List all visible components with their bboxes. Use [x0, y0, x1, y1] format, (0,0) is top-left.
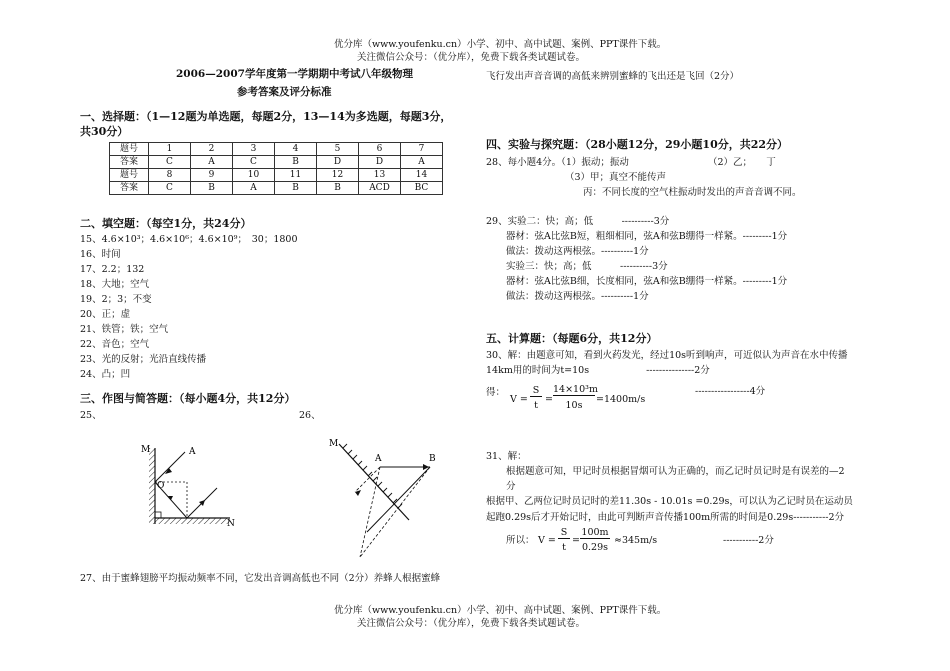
table-cell: 11: [275, 169, 317, 182]
figure-25-reflection-diagram: [135, 440, 245, 530]
table-cell: D: [317, 156, 359, 169]
reflected-ray: [367, 467, 430, 532]
header-line-2: 关注微信公众号：（优分库），免费下载各类试题试卷。: [357, 52, 586, 63]
list-item: 16、时间: [80, 249, 121, 260]
table-cell: A: [191, 156, 233, 169]
table-cell: 13: [359, 169, 401, 182]
table-cell: 10: [233, 169, 275, 182]
table-cell: D: [359, 156, 401, 169]
q31-so: 所以：: [506, 535, 535, 546]
table-cell: 8: [149, 169, 191, 182]
q28-line-2: （2）乙； 丁: [708, 157, 776, 168]
label-N: N: [227, 519, 235, 529]
list-item: 23、光的反射；光沿直线传播: [80, 354, 207, 365]
q30-numerator: 14×10³m: [553, 384, 598, 395]
q30-denominator: 10s: [565, 400, 583, 411]
list-item: 15、4.6×10³；4.6×10⁶；4.6×10⁹； 30；1800: [80, 234, 298, 245]
question-25-label: 25、: [80, 410, 102, 421]
table-cell: 答案: [110, 182, 149, 195]
label-A: A: [189, 447, 196, 457]
table-cell: B: [317, 182, 359, 195]
table-cell: 题号: [110, 169, 149, 182]
section4-heading: 四、实验与探究题：（28小题12分，29小题10分，共22分）: [486, 138, 789, 151]
q30-line-2: 14km用的时间为t=10s ---------------2分: [486, 365, 710, 376]
q30-eq: =: [545, 394, 553, 405]
table-cell: 12: [317, 169, 359, 182]
dashed-line-3: [360, 467, 430, 557]
table-cell: A: [233, 182, 275, 195]
q30-de: 得：: [486, 387, 506, 398]
q28-line-3: （3）甲；真空不能传声: [565, 172, 667, 183]
table-cell: C: [149, 156, 191, 169]
arrow-icon: [355, 490, 361, 496]
table-row: [110, 143, 443, 156]
list-item: 20、正；虚: [80, 309, 131, 320]
q31-denominator: 0.29s: [581, 542, 609, 553]
list-item: 19、2；3；不变: [80, 294, 152, 305]
incident-ray: [155, 452, 185, 482]
q29-line-1: 29、实验二：快；高；低 ----------3分: [486, 216, 670, 227]
section1-heading-cont: 共30分）: [80, 125, 129, 138]
q31-line-1: 31、解：: [486, 451, 527, 462]
table-cell: 5: [317, 143, 359, 156]
q28-line-4: 丙：不同长度的空气柱振动时发出的声音音调不同。: [583, 187, 802, 198]
right-angle-mark: [155, 512, 161, 518]
answer-table: [109, 142, 443, 195]
q31-numerator: 100m: [581, 527, 609, 538]
q30-line-1: 30、解：由题意可知，看到火药发光，经过10s听到响声，可近似认为声音在水中传播: [486, 350, 848, 361]
q30-v: V =: [510, 394, 528, 405]
figure-26-mirror-image-diagram: [325, 432, 450, 567]
q29-line-2: 器材：弦A比弦B短，粗细相同，弦A和弦B绷得一样紧。---------1分: [506, 231, 788, 242]
table-cell: 7: [401, 143, 443, 156]
q31-result: ≈345m/s: [614, 535, 658, 546]
table-cell: C: [149, 182, 191, 195]
q30-s: S: [530, 385, 542, 397]
table-cell: ACD: [359, 182, 401, 195]
table-cell: 6: [359, 143, 401, 156]
footer-line-1: 优分库（www.youfenku.cn）小学、初中、高中试题、案例、PPT课件下载。: [334, 605, 667, 616]
q29-line-6: 做法：拨动这两根弦。----------1分: [506, 291, 649, 302]
table-cell: 1: [149, 143, 191, 156]
list-item: 21、铁管；铁；空气: [80, 324, 169, 335]
list-item: 24、凸；凹: [80, 369, 131, 380]
q31-line-3: 分: [506, 481, 516, 492]
label-M: M: [329, 439, 339, 449]
section1-heading: 一、选择题：（1—12题为单选题，每题2分，13—14为多选题，每题3分，: [80, 110, 452, 123]
q31-s: S: [558, 527, 570, 539]
label-M: M: [141, 445, 151, 455]
label-A: A: [375, 454, 382, 464]
question-26-label: 26、: [299, 410, 321, 421]
table-cell: 题号: [110, 143, 149, 156]
q29-line-5: 器材：弦A比弦B细，长度相同，弦A和弦B绷得一样紧。---------1分: [506, 276, 788, 287]
q30-t: t: [534, 400, 538, 411]
table-row: [110, 169, 443, 182]
mirror-1-hatch: [149, 448, 155, 524]
table-cell: B: [275, 182, 317, 195]
table-row: [110, 156, 443, 169]
table-cell: BC: [401, 182, 443, 195]
table-cell: 答案: [110, 156, 149, 169]
table-cell: 4: [275, 143, 317, 156]
q29-line-4: 实验三：快；高；低 ----------3分: [506, 261, 668, 272]
dashed-line-1: [355, 467, 380, 492]
plane-mirror: [339, 444, 409, 520]
footer-line-2: 关注微信公众号：（优分库），免费下载各类试题试卷。: [357, 618, 586, 629]
q31-t: t: [562, 542, 566, 553]
header-line-1: 优分库（www.youfenku.cn）小学、初中、高中试题、案例、PPT课件下载。: [334, 39, 667, 50]
mirror-2-hatch: [155, 518, 230, 524]
table-cell: 9: [191, 169, 233, 182]
q30-score: -----------------4分: [695, 386, 766, 397]
q31-line-2: 根据题意可知，甲记时员根据冒烟可认为正确的，而乙记时员记时是有误差的—2: [506, 466, 845, 477]
table-cell: C: [233, 156, 275, 169]
doc-subtitle: 参考答案及评分标准: [237, 86, 332, 98]
list-item: 22、音色；空气: [80, 339, 150, 350]
q31-line-4: 根据甲、乙两位记时员记时的差11.30s - 10.01s =0.29s，可以认为乙记时员在运动员: [486, 496, 853, 507]
list-item: 18、大地；空气: [80, 279, 150, 290]
q31-score: -----------2分: [723, 535, 774, 546]
table-cell: 2: [191, 143, 233, 156]
table-cell: B: [275, 156, 317, 169]
table-cell: B: [191, 182, 233, 195]
q31-v: V =: [538, 535, 556, 546]
section3-heading: 三、作图与简答题：（每小题4分，共12分）: [80, 392, 296, 405]
table-row: [110, 182, 443, 195]
q28-line-1: 28、每小题4分。（1）振动；振动: [486, 157, 629, 168]
mirror-hatch: [343, 444, 402, 508]
q31-line-5: 起跑0.29s后才开始记时，由此可判断声音传播100m所需的时间是0.29s-----------2分: [486, 512, 845, 523]
table-cell: 3: [233, 143, 275, 156]
question-27-continued: 飞行发出声音音调的高低来辨别蜜蜂的飞出还是飞回（2分）: [486, 71, 740, 82]
section5-heading: 五、计算题：（每题6分，共12分）: [486, 332, 658, 345]
q29-line-3: 做法：拨动这两根弦。----------1分: [506, 246, 649, 257]
label-O: O: [157, 481, 165, 491]
table-cell: A: [401, 156, 443, 169]
question-27: 27、由于蜜蜂翅膀平均振动频率不同，它发出音调高低也不同（2分）养蜂人根据蜜蜂: [80, 573, 441, 584]
table-cell: 14: [401, 169, 443, 182]
list-item: 17、2.2；132: [80, 264, 145, 275]
label-B: B: [429, 454, 436, 464]
section2-heading: 二、填空题：（每空1分，共24分）: [80, 217, 252, 230]
doc-title: 2006—2007学年度第一学期期中考试八年级物理: [176, 68, 413, 80]
q30-result: =1400m/s: [596, 394, 646, 405]
q31-eq: =: [572, 535, 580, 546]
